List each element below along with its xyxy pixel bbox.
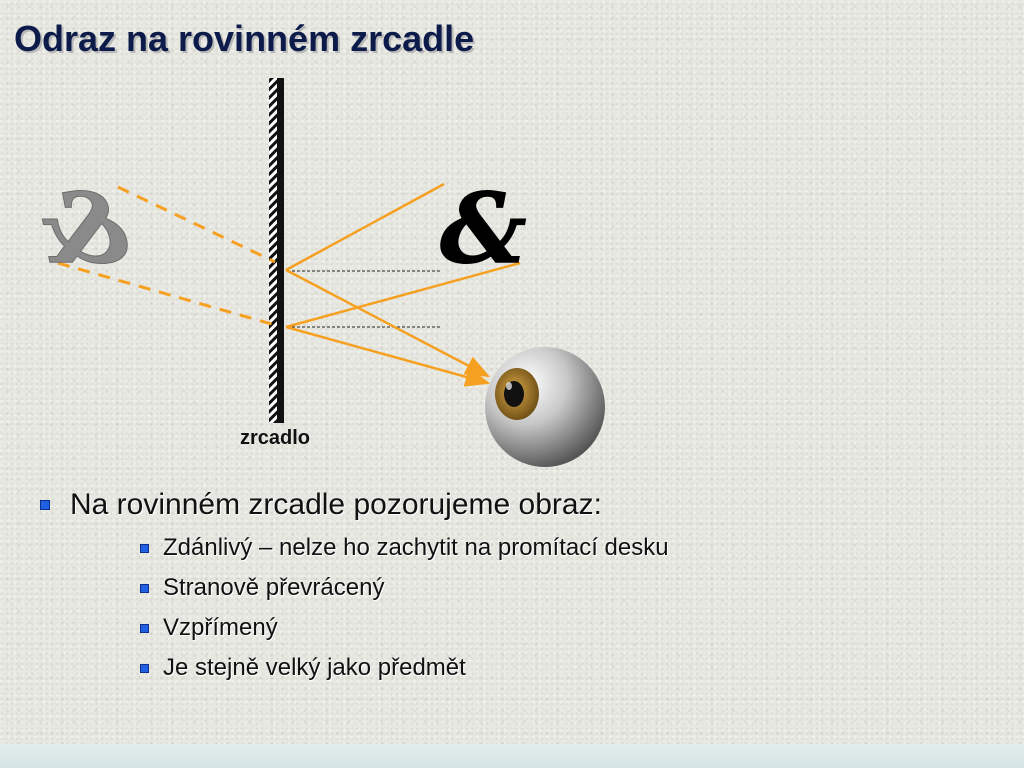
bullet-square-icon — [140, 584, 149, 593]
sub-bullet — [140, 574, 669, 602]
bullet-square-icon — [140, 544, 149, 553]
reflected-ray-2 — [286, 327, 488, 383]
bullet-main — [40, 488, 669, 522]
sub-bullet — [140, 534, 669, 562]
bullet-list — [40, 488, 669, 682]
mirror — [269, 78, 284, 423]
sub-bullet-list — [40, 534, 669, 682]
sub-bullet — [140, 614, 669, 642]
incident-ray-1 — [286, 184, 444, 270]
reflected-ray-1 — [286, 270, 488, 376]
sub-bullet — [140, 654, 669, 682]
sub-bullet-text: Zdánlivý – nelze ho zachytit na promítací desku — [163, 534, 669, 561]
sub-bullet-text: Je stejně velký jako předmět — [163, 654, 466, 681]
sub-bullet-text: Stranově převrácený — [163, 574, 385, 601]
footer-band — [0, 744, 1024, 768]
bullet-square-icon — [140, 624, 149, 633]
object-glyph: & — [440, 172, 527, 285]
virtual-image-glyph: & — [41, 172, 128, 285]
bullet-square-icon — [140, 664, 149, 673]
slide-title: Odraz na rovinném zrcadle — [14, 18, 475, 59]
virtual-ray-upper — [118, 187, 275, 262]
bullet-square-icon — [40, 500, 50, 510]
mirror-label: zrcadlo — [240, 427, 311, 449]
bullet-main-text: Na rovinném zrcadle pozorujeme obraz: — [70, 488, 602, 521]
eye — [485, 347, 605, 467]
sub-bullet-text: Vzpřímený — [163, 614, 278, 641]
